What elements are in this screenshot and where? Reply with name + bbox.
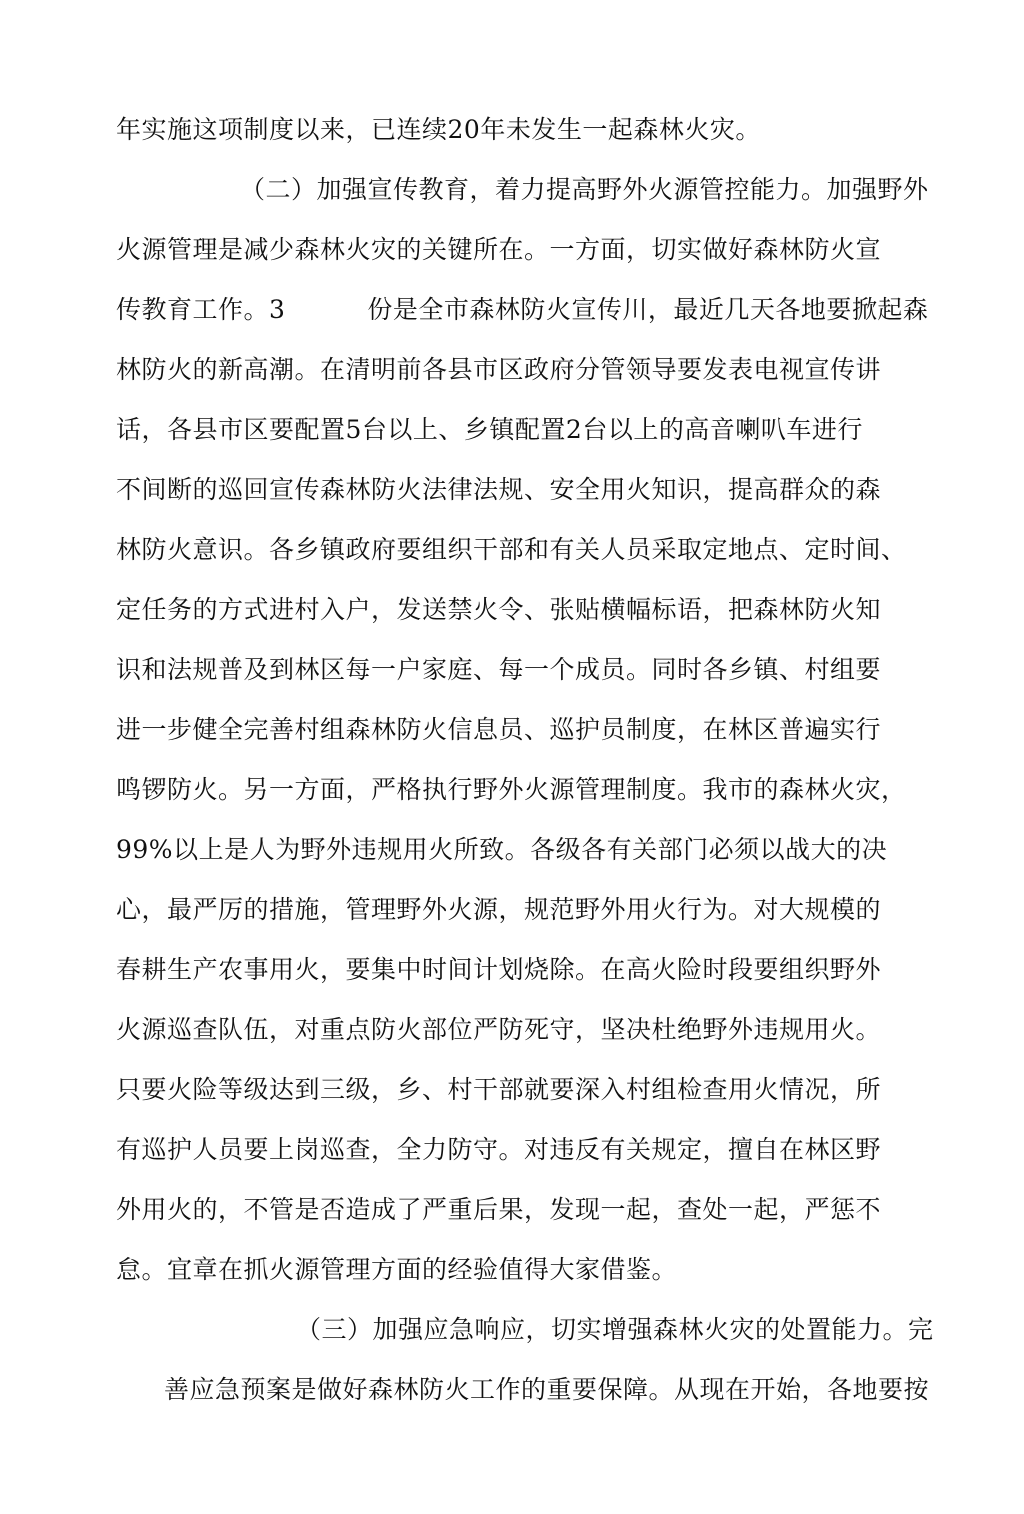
text-line: 善应急预案是做好森林防火工作的重要保障。从现在开始，各地要按: [164, 1375, 930, 1404]
text-line: 话，各县市区要配置5台以上、乡镇配置2台以上的高音喇叭车进行: [116, 415, 863, 444]
text-line: 外用火的，不管是否造成了严重后果，发现一起，查处一起，严惩不: [116, 1195, 882, 1224]
text-line: 春耕生产农事用火，要集中时间计划烧除。在高火险时段要组织野外: [116, 955, 882, 984]
text-line: 不间断的巡回宣传森林防火法律法规、安全用火知识，提高群众的森: [116, 475, 882, 504]
text-line: 火源管理是减少森林火灾的关键所在。一方面，切实做好森林防火宣: [116, 235, 882, 264]
section-heading-line: （二）加强宣传教育，着力提高野外火源管控能力。加强野外: [240, 175, 929, 204]
text-line: 识和法规普及到林区每一户家庭、每一个成员。同时各乡镇、村组要: [116, 655, 882, 684]
text-line: 心，最严厉的措施，管理野外火源，规范野外用火行为。对大规模的: [116, 895, 882, 924]
text-line: [116, 294, 928, 326]
text-line: 99%以上是人为野外违规用火所致。各级各有关部门必须以战大的决: [116, 835, 888, 864]
text-line: 鸣锣防火。另一方面，严格执行野外火源管理制度。我市的森林火灾，: [116, 775, 907, 804]
text-line: 年实施这项制度以来，已连续20年未发生一起森林火灾。: [116, 115, 761, 144]
text-line: 进一步健全完善村组森林防火信息员、巡护员制度，在林区普遍实行: [116, 715, 882, 744]
text-line: 只要火险等级达到三级，乡、村干部就要深入村组检查用火情况，所: [116, 1075, 882, 1104]
text-line: 怠。宜章在抓火源管理方面的经验值得大家借鉴。: [116, 1255, 678, 1284]
section-heading-line: （三）加强应急响应，切实增强森林火灾的处置能力。完: [296, 1315, 934, 1344]
text-line: 林防火意识。各乡镇政府要组织干部和有关人员采取定地点、定时间、: [116, 535, 907, 564]
text-line: 林防火的新高潮。在清明前各县市区政府分管领导要发表电视宣传讲: [116, 355, 882, 384]
text-line: 火源巡查队伍，对重点防火部位严防死守，坚决杜绝野外违规用火。: [116, 1015, 882, 1044]
text-line: 有巡护人员要上岗巡查，全力防守。对违反有关规定，擅自在林区野: [116, 1135, 882, 1164]
text-segment: 传教育工作。3: [116, 295, 286, 324]
text-line: 定任务的方式进村入户，发送禁火令、张贴横幅标语，把森林防火知: [116, 595, 882, 624]
text-segment: 份是全市森林防火宣传川，最近几天各地要掀起森: [367, 295, 929, 324]
